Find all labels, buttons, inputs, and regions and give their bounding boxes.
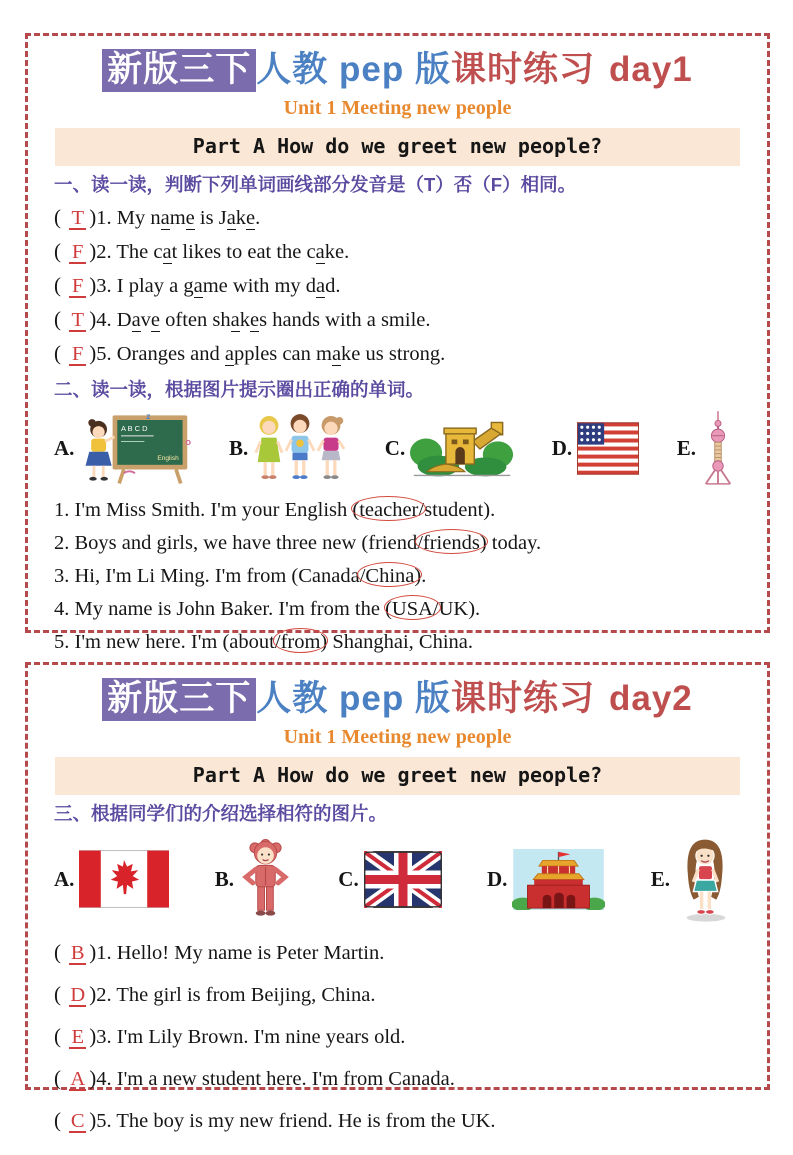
answer-paren-open: ( bbox=[54, 982, 67, 1006]
unit-title: Unit 1 Meeting new people bbox=[283, 726, 512, 748]
sentence-text: k bbox=[239, 309, 250, 331]
picture-option-label: A. bbox=[54, 435, 75, 460]
sentence-text: Hello! My name is Peter Martin. bbox=[116, 942, 385, 964]
underlined-letter: a bbox=[316, 275, 326, 297]
underlined-letter: e bbox=[150, 309, 161, 331]
sentence-text: The c bbox=[116, 241, 163, 263]
underlined-letter: a bbox=[131, 309, 141, 331]
circled-answer: USA bbox=[391, 598, 433, 620]
question-number: 4. bbox=[54, 598, 75, 620]
picture-option-label: D. bbox=[551, 435, 573, 460]
underlined-letter: a bbox=[331, 343, 342, 365]
page-title-day2 bbox=[54, 674, 741, 723]
sentence-text: I'm a new student here. I'm from Canada. bbox=[116, 1068, 455, 1090]
underlined-letter: e bbox=[250, 309, 260, 331]
sentence-text: v bbox=[140, 309, 151, 331]
great-wall-icon bbox=[410, 416, 514, 480]
picture-option-label: E. bbox=[676, 435, 696, 460]
sentence-text: ke. bbox=[324, 241, 350, 263]
sentence-text: . bbox=[255, 207, 261, 229]
sentence-text: D bbox=[116, 309, 132, 331]
uk-flag-icon bbox=[364, 851, 442, 908]
section3-heading: 三、根据同学们的介绍选择相符的图片。 bbox=[54, 803, 388, 824]
answer-letter: B bbox=[70, 942, 85, 964]
circle-sentence-row bbox=[54, 626, 741, 659]
question-number: 1. bbox=[96, 207, 117, 229]
sentence-text: ke us strong. bbox=[341, 343, 446, 365]
answer-letter: E bbox=[69, 1027, 86, 1049]
answer-paren-close: ) bbox=[89, 341, 97, 365]
answer-letter: F bbox=[69, 276, 86, 298]
title-day-number: day1 bbox=[608, 50, 693, 89]
section1-heading: 一、读一读，判断下列单词画线部分发音是（T）否（F）相同。 bbox=[54, 174, 577, 195]
picture-option bbox=[677, 410, 735, 486]
matching-question-row bbox=[54, 1016, 741, 1058]
question-number: 5. bbox=[96, 1110, 117, 1132]
answer-letter: D bbox=[70, 984, 86, 1006]
matching-question-row bbox=[54, 974, 741, 1016]
underlined-letter: e bbox=[185, 207, 195, 229]
question-number: 2. bbox=[96, 241, 117, 263]
sentence-text: is J bbox=[194, 207, 227, 229]
sentence-text: ) today. bbox=[479, 532, 542, 554]
answer-paren-close: ) bbox=[89, 1066, 97, 1090]
sentence-text: m bbox=[169, 207, 186, 229]
circled-answer: China bbox=[365, 565, 415, 587]
sentence-text: The boy is my new friend. He is from the UK. bbox=[116, 1110, 496, 1132]
question-number: 3. bbox=[54, 565, 75, 587]
circle-sentence-row bbox=[54, 593, 741, 626]
sentence-text: I'm Miss Smith. I'm your English ( bbox=[74, 499, 360, 521]
answer-paren-close: ) bbox=[89, 982, 97, 1006]
underlined-letter: e bbox=[246, 207, 256, 229]
title-publisher: 人教 pep 版 bbox=[256, 50, 451, 89]
sentence-text: k bbox=[235, 207, 247, 229]
picture-option-label: E. bbox=[650, 866, 670, 891]
answer-paren-close: ) bbox=[89, 1108, 97, 1132]
sentence-text: Boys and girls, we have three new (friend/ bbox=[74, 532, 423, 554]
answer-paren-close: ) bbox=[89, 1024, 97, 1048]
answer-paren-open: ( bbox=[54, 1108, 67, 1132]
answer-paren-close: ) bbox=[89, 273, 97, 297]
pearl-tower-icon bbox=[701, 410, 735, 486]
sentence-text: /UK). bbox=[432, 598, 481, 620]
picture-options-day2 bbox=[54, 831, 741, 927]
underlined-letter: a bbox=[230, 309, 240, 331]
matching-question-row bbox=[54, 1100, 741, 1142]
picture-option bbox=[385, 416, 514, 480]
answer-letter: F bbox=[69, 242, 86, 264]
picture-option bbox=[338, 851, 441, 908]
sentence-text: s hands with a smile. bbox=[259, 309, 431, 331]
unit-title: Unit 1 Meeting new people bbox=[283, 97, 512, 119]
title-lesson: 课时练习 bbox=[450, 679, 595, 718]
answer-letter: T bbox=[69, 310, 86, 332]
picture-option bbox=[229, 411, 347, 485]
answer-letter: C bbox=[70, 1110, 85, 1132]
title-day-number: day2 bbox=[608, 679, 693, 718]
sentence-text: Oranges and bbox=[116, 343, 225, 365]
question-number: 2. bbox=[54, 532, 75, 554]
underlined-letter: a bbox=[226, 207, 236, 229]
circle-sentence-list bbox=[54, 494, 741, 659]
worksheet-day2 bbox=[25, 662, 770, 1132]
question-number: 1. bbox=[54, 499, 75, 521]
circle-sentence-row bbox=[54, 494, 741, 527]
phonics-question-row bbox=[54, 235, 741, 269]
underlined-letter: a bbox=[160, 207, 170, 229]
boy-red-icon bbox=[239, 839, 293, 919]
picture-option bbox=[54, 850, 169, 908]
picture-options-day1 bbox=[54, 407, 741, 489]
phonics-question-row bbox=[54, 201, 741, 235]
circled-answer: from bbox=[280, 631, 321, 653]
question-number: 3. bbox=[96, 1026, 117, 1048]
answer-paren-open: ( bbox=[54, 307, 67, 331]
canada-flag-icon bbox=[79, 850, 169, 908]
teacher-blackboard-icon bbox=[79, 411, 191, 485]
answer-paren-open: ( bbox=[54, 205, 67, 229]
sentence-text: My n bbox=[116, 207, 161, 229]
underlined-letter: a bbox=[162, 241, 172, 263]
three-kids-icon bbox=[253, 411, 347, 485]
phonics-question-list bbox=[54, 201, 741, 371]
picture-option-label: C. bbox=[384, 435, 406, 460]
circled-answer: friends bbox=[422, 532, 480, 554]
answer-letter: F bbox=[69, 344, 86, 366]
question-number: 1. bbox=[96, 942, 117, 964]
answer-paren-open: ( bbox=[54, 239, 67, 263]
sentence-text: me with my d bbox=[202, 275, 317, 297]
picture-option bbox=[651, 835, 735, 923]
part-header: Part A How do we greet new people? bbox=[55, 128, 740, 166]
picture-option-label: D. bbox=[487, 866, 508, 891]
page-title-day1 bbox=[54, 45, 741, 94]
answer-paren-open: ( bbox=[54, 1066, 67, 1090]
sentence-text: pples can m bbox=[234, 343, 332, 365]
part-header: Part A How do we greet new people? bbox=[55, 757, 740, 795]
sentence-text: I'm Lily Brown. I'm nine years old. bbox=[116, 1026, 406, 1048]
tiananmen-icon bbox=[512, 849, 605, 910]
underlined-letter: a bbox=[224, 343, 235, 365]
sentence-text: My name is John Baker. I'm from the ( bbox=[74, 598, 392, 620]
question-number: 3. bbox=[96, 275, 117, 297]
picture-option-label: B. bbox=[214, 866, 234, 891]
sentence-text: often sh bbox=[160, 309, 231, 331]
usa-flag-icon bbox=[577, 422, 639, 475]
phonics-question-row bbox=[54, 269, 741, 303]
answer-paren-close: ) bbox=[89, 307, 97, 331]
question-number: 4. bbox=[96, 309, 117, 331]
title-badge: 新版三下 bbox=[102, 49, 256, 92]
title-lesson: 课时练习 bbox=[450, 50, 595, 89]
question-number: 5. bbox=[96, 343, 117, 365]
matching-question-row bbox=[54, 1058, 741, 1100]
answer-paren-open: ( bbox=[54, 341, 67, 365]
picture-option bbox=[552, 422, 639, 475]
answer-paren-close: ) bbox=[89, 940, 97, 964]
sentence-text: Hi, I'm Li Ming. I'm from (Canada/ bbox=[74, 565, 366, 587]
answer-letter: A bbox=[70, 1068, 86, 1090]
question-number: 2. bbox=[96, 984, 117, 1006]
sentence-text: ). bbox=[414, 565, 427, 587]
phonics-question-row bbox=[54, 337, 741, 371]
section2-heading: 二、读一读，根据图片提示圈出正确的单词。 bbox=[54, 379, 425, 400]
question-number: 5. bbox=[54, 631, 75, 653]
answer-paren-open: ( bbox=[54, 1024, 67, 1048]
answer-paren-close: ) bbox=[89, 205, 97, 229]
title-publisher: 人教 pep 版 bbox=[256, 679, 451, 718]
sentence-text: I play a g bbox=[116, 275, 194, 297]
picture-option-label: B. bbox=[228, 435, 249, 460]
answer-paren-open: ( bbox=[54, 273, 67, 297]
circle-sentence-row bbox=[54, 560, 741, 593]
title-badge: 新版三下 bbox=[102, 678, 256, 721]
underlined-letter: a bbox=[315, 241, 325, 263]
sentence-text: t likes to eat the c bbox=[171, 241, 316, 263]
answer-paren-open: ( bbox=[54, 940, 67, 964]
sentence-text: ) Shanghai, China. bbox=[320, 631, 474, 653]
sentence-text: d. bbox=[325, 275, 341, 297]
picture-option-label: C. bbox=[338, 866, 359, 891]
question-number: 4. bbox=[96, 1068, 117, 1090]
answer-letter: T bbox=[69, 208, 86, 230]
worksheet-page bbox=[0, 33, 793, 1155]
picture-option-label: A. bbox=[54, 866, 75, 891]
circle-sentence-row bbox=[54, 527, 741, 560]
phonics-question-row bbox=[54, 303, 741, 337]
picture-option bbox=[215, 839, 293, 919]
matching-question-list bbox=[54, 932, 741, 1142]
sentence-text: /student). bbox=[418, 499, 496, 521]
circled-answer: teacher bbox=[359, 499, 419, 521]
picture-option bbox=[54, 411, 191, 485]
girl-sticker-icon bbox=[675, 835, 735, 923]
picture-option bbox=[487, 849, 605, 910]
sentence-text: I'm new here. I'm (about/ bbox=[74, 631, 281, 653]
underlined-letter: a bbox=[193, 275, 203, 297]
answer-paren-close: ) bbox=[89, 239, 97, 263]
matching-question-row bbox=[54, 932, 741, 974]
sentence-text: The girl is from Beijing, China. bbox=[116, 984, 376, 1006]
worksheet-day1 bbox=[25, 33, 770, 653]
